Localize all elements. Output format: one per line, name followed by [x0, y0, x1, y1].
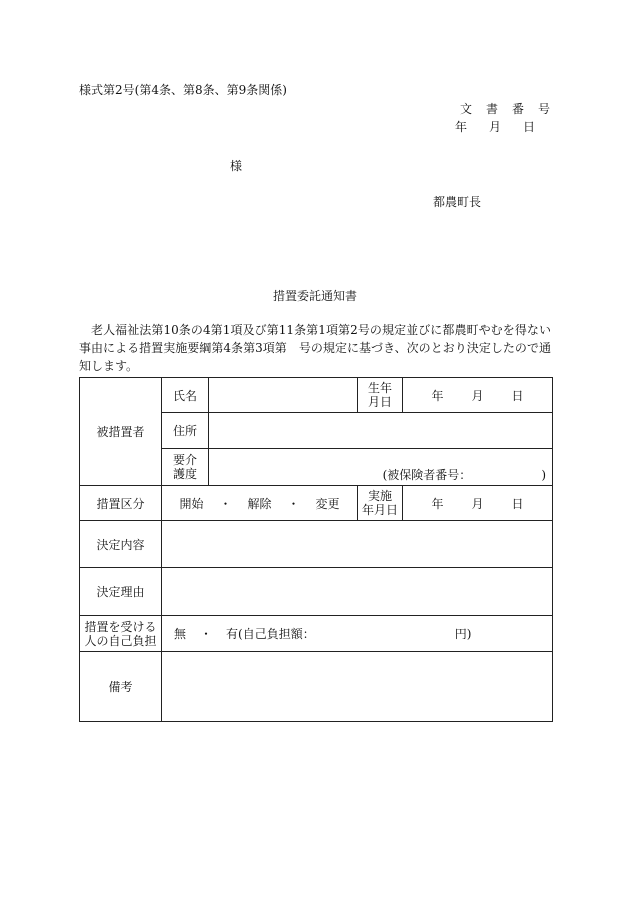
table-row [80, 378, 553, 413]
remarks-label: 備考 [80, 652, 162, 722]
decision-label: 決定内容 [80, 521, 162, 568]
implementation-date-label: 実施 年月日 [358, 486, 403, 521]
category-options[interactable]: 開始 ・ 解除 ・ 変更 [162, 486, 358, 521]
care-level-label: 要介 護度 [162, 449, 209, 486]
option-change[interactable]: 変更 [315, 496, 340, 511]
table-row [80, 652, 553, 722]
option-start[interactable]: 開始 [179, 496, 204, 511]
reason-label: 決定理由 [80, 568, 162, 616]
name-field[interactable] [209, 378, 358, 413]
remarks-field[interactable] [162, 652, 553, 722]
option-cancel[interactable]: 解除 [247, 496, 272, 511]
table-row [80, 486, 553, 521]
table-row [80, 521, 553, 568]
date-month-label: 月 [489, 120, 502, 134]
address-label: 住所 [162, 413, 209, 449]
sender-name: 都農町長 [433, 195, 482, 209]
reason-field[interactable] [162, 568, 553, 616]
table-row [80, 616, 553, 652]
date-year-label: 年 [455, 120, 468, 134]
burden-field[interactable]: 無 ・ 有(自己負担額： 円) [162, 616, 553, 652]
notice-form-table [79, 377, 553, 722]
date-day-label: 日 [523, 120, 536, 134]
name-label: 氏名 [162, 378, 209, 413]
burden-none[interactable]: 無 [174, 627, 187, 641]
document-title: 措置委託通知書 [272, 289, 357, 303]
category-label: 措置区分 [80, 486, 162, 521]
implementation-date-field[interactable]: 年 月 日 [403, 486, 553, 521]
addressee-suffix: 様 [230, 159, 243, 173]
document-number-label: 文書番号 [459, 102, 564, 116]
birthdate-label: 生年 月日 [358, 378, 403, 413]
form-number: 様式第2号(第4条、第8条、第9条関係) [79, 83, 287, 97]
burden-label: 措置を受ける 人の自己負担 [80, 616, 162, 652]
burden-yes[interactable]: 有(自己負担額： [226, 627, 315, 641]
birthdate-field[interactable]: 年 月 日 [403, 378, 553, 413]
table-row [80, 568, 553, 616]
body-paragraph: 老人福祉法第10条の4第1項及び第11条第1項第2号の規定並びに都農町やむを得ない事由による措置実施要綱第4条第3項第 号の規定に基づき、次のとおり決定したので通知します。 [79, 323, 551, 373]
decision-field[interactable] [162, 521, 553, 568]
person-label: 被措置者 [80, 378, 162, 486]
care-level-field[interactable]: (被保険者番号： ) [209, 449, 553, 486]
address-field[interactable] [209, 413, 553, 449]
document-date [455, 118, 535, 135]
